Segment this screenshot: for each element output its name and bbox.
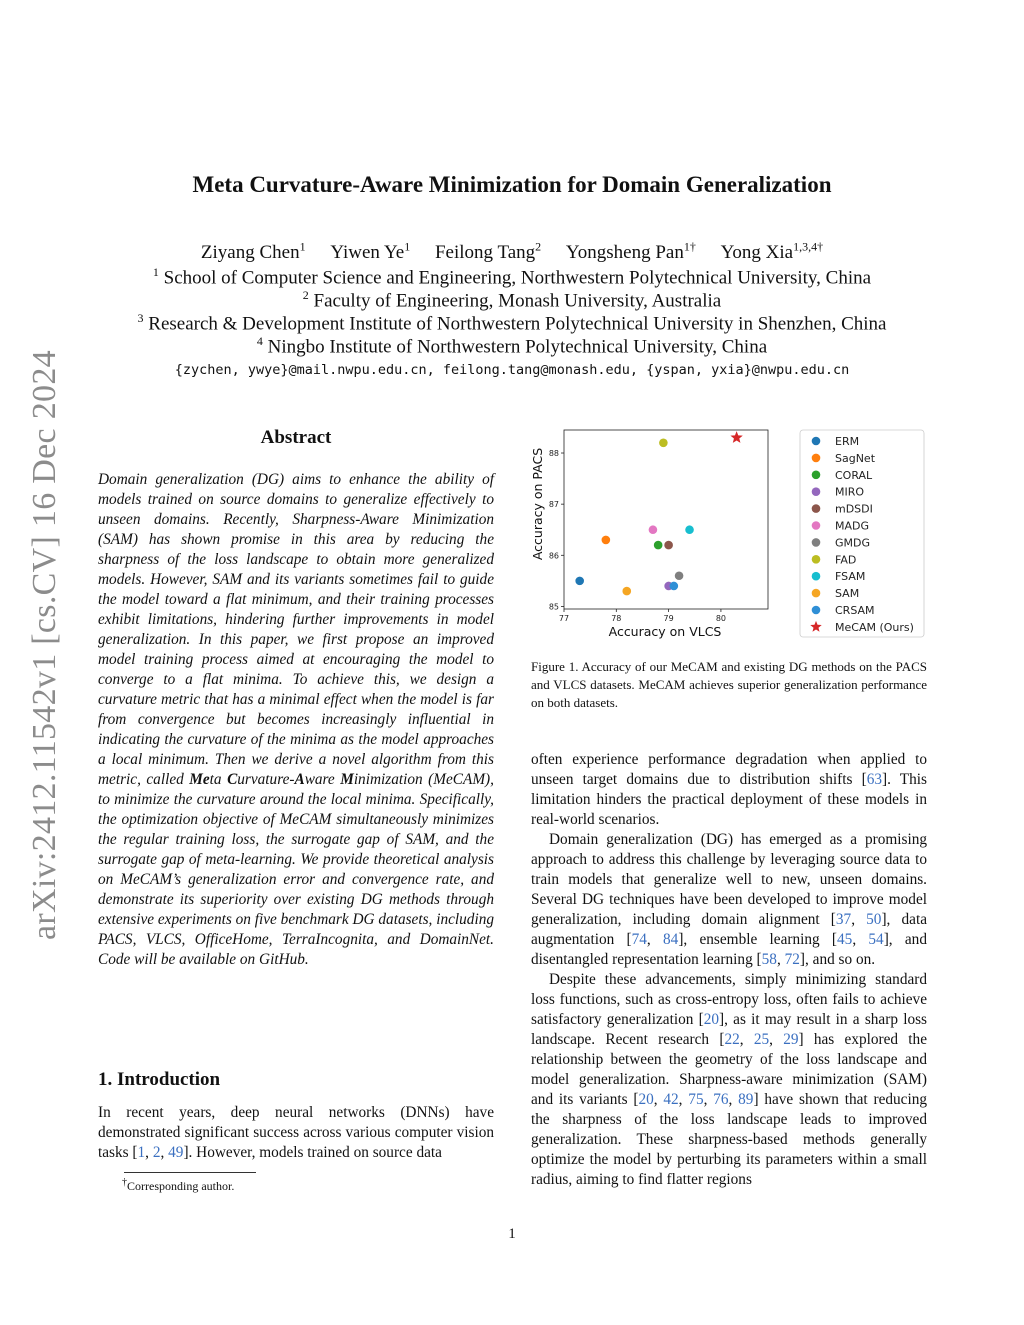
legend-label-sam: SAM: [835, 587, 860, 601]
citation-link[interactable]: 29: [783, 1031, 799, 1048]
affiliation: $^4$ Ningbo Institute of Northwestern Polytechnical University, China: [256, 334, 768, 358]
citation-link[interactable]: 42: [663, 1091, 679, 1108]
legend-marker-sam: [812, 589, 821, 598]
author: Feilong Tang$^2$: [434, 240, 542, 264]
citation-link[interactable]: 54: [868, 931, 884, 948]
citation-link[interactable]: 20: [638, 1091, 654, 1108]
legend-label-mdsdi: mDSDI: [835, 502, 873, 516]
data-point-sam: [622, 587, 631, 596]
y-tick-label: 88: [548, 449, 559, 459]
legend-marker-crsam: [812, 606, 821, 615]
plot-area: [564, 430, 768, 609]
x-tick-label: 79: [663, 614, 674, 623]
paragraph: often experience performance degradation when applied to unseen target domains due to distribution shifts [63]. This limitation hinders the practical deployment of these models in real-world scenarios.: [531, 751, 927, 828]
author: Yiwen Ye$^1$: [330, 240, 411, 264]
data-point-crsam: [670, 582, 679, 591]
data-point-mdsdi: [664, 541, 673, 550]
legend-label-gmdg: GMDG: [835, 536, 871, 550]
affiliation: $^1$ School of Computer Science and Engineering, Northwestern Polytechnical University, China: [152, 265, 872, 289]
citation-link[interactable]: 25: [753, 1031, 770, 1048]
author-emails: {zychen, ywye}@mail.nwpu.edu.cn, feilong.tang@monash.edu, {yspan, yxia}@nwpu.edu.cn: [174, 362, 850, 378]
affiliation: $^2$ Faculty of Engineering, Monash University, Australia: [302, 288, 722, 312]
legend-label-crsam: CRSAM: [835, 604, 875, 617]
x-tick-label: 78: [611, 614, 622, 623]
citation-link[interactable]: 37: [835, 911, 852, 928]
legend-label-fad: FAD: [835, 553, 857, 567]
y-axis-label: Accuracy on PACS: [530, 447, 545, 561]
legend-marker-coral: [812, 471, 821, 480]
legend-marker-sagnet: [812, 454, 821, 463]
figure-caption: Figure 1. Accuracy of our MeCAM and existing DG methods on the PACS and VLCS datasets. MeCAM achieves superior generalization performance on both datasets.: [531, 659, 927, 710]
arxiv-side-stamp: arXiv:2412.11542v1 [cs.CV] 16 Dec 2024: [26, 350, 63, 940]
citation-link[interactable]: 63: [866, 771, 882, 788]
data-point-madg: [649, 525, 658, 534]
footnote: †Corresponding author.: [122, 1177, 235, 1193]
legend-label-fsam: FSAM: [835, 570, 866, 584]
citation-link[interactable]: 45: [837, 931, 853, 948]
legend-marker-madg: [812, 521, 821, 530]
citation-link[interactable]: 75: [688, 1091, 704, 1108]
data-point-mecam-ours: [730, 431, 742, 443]
y-tick-label: 87: [548, 500, 559, 510]
author-list: [0, 240, 1024, 264]
page-number: 1: [508, 1226, 516, 1242]
data-point-coral: [654, 541, 663, 550]
legend-label-erm: ERM: [835, 435, 860, 448]
author: Yongsheng Pan$^{1\dagger}$: [565, 240, 696, 264]
legend-label-miro: MIRO: [835, 485, 865, 499]
citation-link[interactable]: 89: [738, 1091, 754, 1108]
abstract-text: Domain generalization (DG) aims to enhance the ability of models trained on source domains to generalize effectively to unseen domains. Recently, Sharpness-Aware Minimization (SAM) has shown promise in this area by reducing the sharpness of the loss landscape to obtain more generalized models. However, SAM and its variants sometimes fail to guide the model toward a flat minimum, and their training processes exhibit limitations, hindering further improvements in model generalization. In this paper, we first propose an improved model training process aimed at encouraging the model to converge to a flat minima. To achieve this, we design a curvature metric that has a minimal effect when the model is far from convergence but becomes increasingly influential in indicating the curvature of the minima as the model approaches a local minimum. Then we derive a novel algorithm from this metric, called Meta Curvature-Aware Minimization (MeCAM), to minimize the curvature around the local minima. Specifically, the optimization objective of MeCAM simultaneously minimizes the regular training loss, the surrogate gap of SAM, and the surrogate gap of meta-learning. We provide theoretical analysis on MeCAM’s generalization error and convergence rate, and demonstrate its superiority over existing DG methods through extensive experiments on five benchmark DG datasets, including PACS, VLCS, OfficeHome, TerraIncognita, and DomainNet. Code will be available on GitHub.: [98, 471, 494, 968]
legend-marker-erm: [812, 437, 821, 446]
legend-label-madg: MADG: [835, 519, 870, 533]
legend-label-mecam-ours: MeCAM (Ours): [835, 620, 914, 634]
affiliation: $^3$ Research & Development Institute of Northwestern Polytechnical University in Shenzhen, China: [137, 311, 887, 335]
citation-link[interactable]: 58: [761, 951, 777, 968]
author: Ziyang Chen$^1$: [200, 240, 306, 264]
x-tick-label: 80: [715, 614, 727, 623]
author: Yong Xia$^{1,3,4\dagger}$: [720, 240, 824, 264]
scatter-chart: [528, 426, 928, 642]
legend-marker-gmdg: [812, 538, 821, 547]
citation-link[interactable]: 20: [703, 1011, 720, 1028]
citation-link[interactable]: 1: [137, 1144, 146, 1161]
data-point-fad: [659, 438, 668, 447]
introduction-heading: 1. Introduction: [98, 1069, 221, 1090]
legend-marker-mdsdi: [812, 504, 821, 513]
x-axis-label: Accuracy on VLCS: [608, 624, 722, 639]
paragraph: Despite these advancements, simply minimizing standard loss functions, such as cross-entropy loss, often fails to achieve satisfactory generalization [20], as it may result in a sharp loss landscape. Recent research [22, 25, 29] has explored the relationship between the geometry of the loss landscape and model generalization. Sharpness-aware minimization (SAM) and its variants [20, 42, 75, 76, 89] have shown that reducing the sharpness of the loss landscape leads to improved generalization. These sharpness-based methods generally optimize the model by perturbing its parameters within a small radius, aiming to find flatter regions: [531, 971, 928, 1188]
citation-link[interactable]: 84: [663, 931, 679, 948]
y-tick-label: 86: [548, 551, 559, 561]
paragraph: Domain generalization (DG) has emerged as a promising approach to address this challenge by leveraging source data to train models that generalize well to new, unseen domains. Several DG techniques have been developed to improve model generalization, including domain alignment [37, 50], data augmentation [74, 84], ensemble learning [45, 54], and disentangled representation learning [58, 72], and so on.: [531, 831, 927, 968]
citation-link[interactable]: 2: [152, 1144, 161, 1161]
data-point-gmdg: [675, 571, 684, 580]
footnote-divider: [124, 1172, 256, 1173]
x-tick-label: 77: [558, 614, 570, 623]
paper-title: Meta Curvature-Aware Minimization for Domain Generalization: [192, 172, 832, 197]
citation-link[interactable]: 50: [866, 911, 882, 928]
right-column-text: [531, 750, 927, 1190]
legend-marker-fad: [812, 555, 821, 564]
citation-link[interactable]: 22: [724, 1031, 740, 1048]
legend-marker-miro: [812, 487, 821, 496]
data-point-sagnet: [602, 536, 611, 545]
legend-marker-fsam: [812, 572, 821, 581]
abstract-heading: Abstract: [260, 427, 332, 448]
citation-link[interactable]: 72: [784, 951, 800, 968]
data-point-erm: [575, 577, 584, 586]
legend-label-coral: CORAL: [835, 468, 873, 482]
legend-label-sagnet: SagNet: [835, 451, 876, 465]
citation-link[interactable]: 74: [631, 931, 647, 948]
data-point-fsam: [685, 525, 694, 534]
citation-link[interactable]: 49: [168, 1144, 184, 1161]
introduction-paragraph: In recent years, deep neural networks (DNNs) have demonstrated significant success across various computer vision tasks [1, 2, 49]. However, models trained on source data: [98, 1104, 494, 1161]
y-tick-label: 85: [548, 602, 559, 612]
citation-link[interactable]: 76: [713, 1091, 729, 1108]
